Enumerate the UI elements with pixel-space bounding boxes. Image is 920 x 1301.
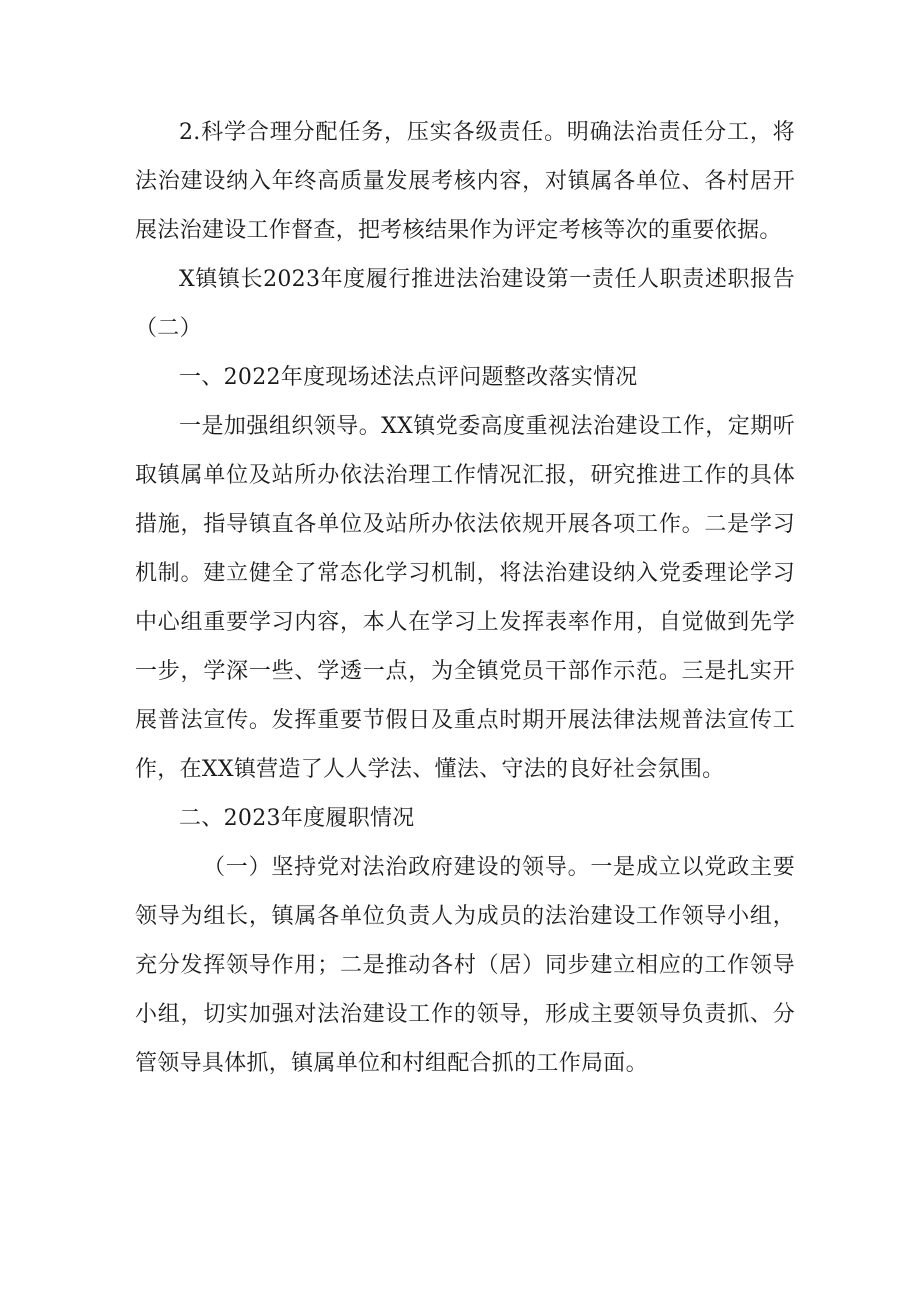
report-title: X镇镇长2023年度履行推进法治建设第一责任人职责述职报告（二）: [135, 267, 795, 341]
section-heading-2022: 一、2022年度现场述法点评问题整改落实情况: [179, 365, 638, 390]
paragraph-2023-leadership: （一）坚持党对法治政府建设的领导。一是成立以党政主要领导为组长，镇属各单位负责人为成员的法治建设工作领导小组，充分发挥领导作用；二是推动各村（居）同步建立相应的工作领导小组，切实加强对法治建设工作的领导，形成主要领导负责抓、分管领导具体抓，镇属单位和村组配合抓的工作局面。: [135, 855, 795, 1076]
document-body: [135, 108, 795, 1088]
paragraph-task-allocation: 2.科学合理分配任务，压实各级责任。明确法治责任分工，将法治建设纳入年终高质量发展考核内容，对镇属各单位、各村居开展法治建设工作督查，把考核结果作为评定考核等次的重要依据。: [135, 120, 795, 243]
paragraph-2022-rectification: 一是加强组织领导。XX镇党委高度重视法治建设工作，定期听取镇属单位及站所办依法治理工作情况汇报，研究推进工作的具体措施，指导镇直各单位及站所办依法依规开展各项工作。二是学习机制。建立健全了常态化学习机制，将法治建设纳入党委理论学习中心组重要学习内容，本人在学习上发挥表率作用，自觉做到先学一步，学深一些、学透一点，为全镇党员干部作示范。三是扎实开展普法宣传。发挥重要节假日及重点时期开展法律法规普法宣传工作，在XX镇营造了人人学法、懂法、守法的良好社会氛围。: [135, 414, 795, 782]
section-heading-2023: 二、2023年度履职情况: [179, 806, 415, 831]
